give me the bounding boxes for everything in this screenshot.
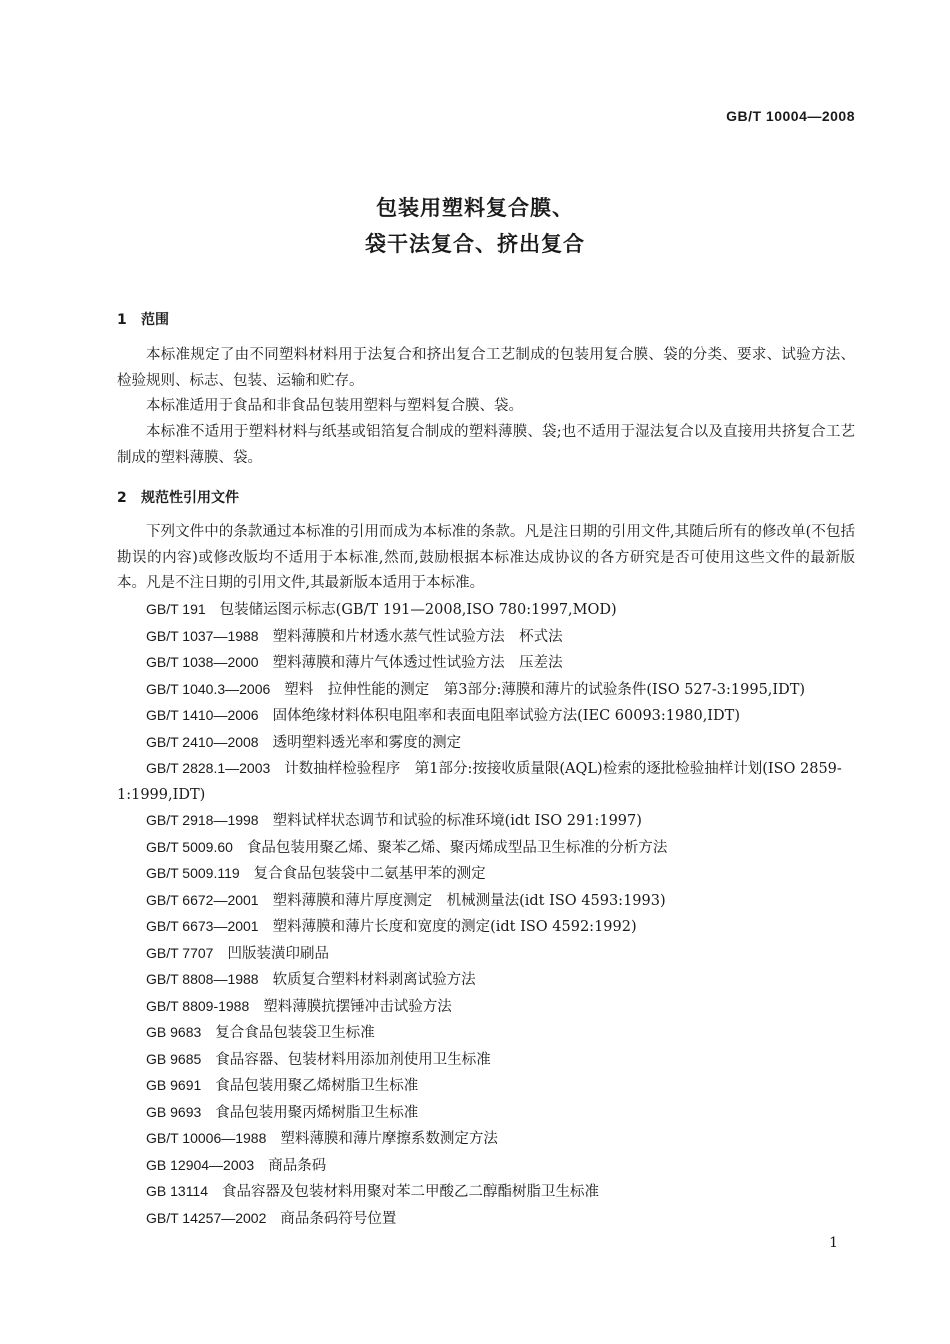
reference-item [117,808,855,835]
page-number: 1 [829,1235,838,1251]
reference-code: GB/T 10006—1988 [146,1130,267,1146]
document-title [0,190,950,262]
reference-title: 塑料薄膜和薄片长度和宽度的测定(idt ISO 4592:1992) [272,919,637,935]
reference-title: 食品容器、包装材料用添加剂使用卫生标准 [215,1051,491,1068]
reference-item [117,624,855,651]
reference-item [117,941,855,968]
reference-code: GB 9693 [146,1103,202,1120]
reference-code: GB/T 8808—1988 [146,971,259,987]
reference-item [117,888,855,915]
reference-title: 商品条码符号位置 [280,1210,397,1227]
reference-title: 塑料薄膜和片材透水蒸气性试验方法 杯式法 [272,628,563,645]
reference-title: 塑料试样状态调节和试验的标准环境(idt ISO 291:1997) [272,813,642,829]
title-line-2: 袋干法复合、挤出复合 [365,232,585,256]
reference-title: 食品包装用聚丙烯树脂卫生标准 [215,1104,419,1121]
reference-code: GB 9683 [146,1024,202,1040]
section-1-paragraph-2: 本标准适用于食品和非食品包装用塑料与塑料复合膜、袋。 [146,398,523,414]
reference-list [117,597,855,1232]
section-1-number: 1 [117,312,127,328]
section-1-heading [117,309,169,329]
reference-item [117,677,855,704]
section-1-paragraph-1: 本标准规定了由不同塑料材料用于法复合和挤出复合工艺制成的包装用复合膜、袋的分类、要求、试验方法、检验规则、标志、包装、运输和贮存。 [117,347,855,389]
reference-code: GB 12904—2003 [146,1156,255,1173]
reference-item [117,756,855,808]
section-2-heading [117,487,239,507]
reference-code: GB 13114 [146,1183,209,1199]
reference-item [117,597,855,624]
reference-code: GB 9691 [146,1077,202,1093]
reference-title: 计数抽样检验程序 第1部分:按接收质量限(AQL)检索的逐批检验抽样计划(ISO 2859-1:1999,IDT) [117,761,842,803]
reference-item [117,835,855,862]
reference-title: 食品包装用聚乙烯、聚苯乙烯、聚丙烯成型品卫生标准的分析方法 [246,839,668,856]
reference-code: GB/T 6673—2001 [146,918,259,934]
reference-title: 塑料 拉伸性能的测定 第3部分:薄膜和薄片的试验条件(ISO 527-3:1995,IDT) [284,681,806,698]
reference-title: 塑料薄膜和薄片厚度测定 机械测量法(idt ISO 4593:1993) [272,892,666,909]
reference-item [117,1100,855,1127]
reference-code: GB/T 191 [146,601,206,617]
reference-item [117,1153,855,1180]
reference-title: 食品包装用聚乙烯树脂卫生标准 [215,1078,419,1094]
reference-code: GB/T 1037—1988 [146,627,259,644]
reference-item [117,1073,855,1100]
reference-item [117,967,855,994]
reference-code: GB/T 5009.119 [146,865,240,881]
section-1-title: 范围 [141,312,169,328]
reference-title: 食品容器及包装材料用聚对苯二甲酸乙二醇酯树脂卫生标准 [222,1184,600,1200]
reference-code: GB/T 5009.60 [146,838,233,855]
reference-code: GB/T 1410—2006 [146,707,259,723]
reference-title: 塑料薄膜和薄片摩擦系数测定方法 [280,1131,498,1147]
reference-title: 软质复合塑料材料剥离试验方法 [272,972,476,988]
reference-title: 凹版装潢印刷品 [227,945,329,962]
reference-code: GB/T 6672—2001 [146,891,259,908]
reference-title: 复合食品包装袋中二氨基甲苯的测定 [253,866,486,882]
reference-item [117,1047,855,1074]
reference-code: GB/T 2828.1—2003 [146,760,271,776]
reference-title: 商品条码 [268,1157,327,1174]
reference-title: 固体绝缘材料体积电阻率和表面电阻率试验方法(IEC 60093:1980,IDT) [272,708,740,724]
title-line-1: 包装用塑料复合膜、 [376,196,574,220]
reference-code: GB/T 2410—2008 [146,733,259,750]
reference-item [117,1206,855,1233]
reference-item [117,1126,855,1153]
section-1-paragraph-3: 本标准不适用于塑料材料与纸基或铝箔复合制成的塑料薄膜、袋;也不适用于湿法复合以及直接用共挤复合工艺制成的塑料薄膜、袋。 [117,424,855,466]
reference-item [117,861,855,888]
section-2-number: 2 [117,490,127,506]
standard-code: GB/T 10004—2008 [726,108,855,124]
reference-code: GB/T 1040.3—2006 [146,680,271,697]
reference-code: GB/T 1038—2000 [146,654,259,670]
reference-code: GB/T 8809-1988 [146,997,250,1014]
reference-code: GB/T 2918—1998 [146,812,259,828]
reference-code: GB/T 7707 [146,944,214,961]
section-2-title: 规范性引用文件 [141,490,239,506]
reference-code: GB 9685 [146,1050,202,1067]
reference-item [117,1020,855,1047]
reference-item [117,994,855,1021]
reference-item [117,914,855,941]
reference-item [117,703,855,730]
reference-title: 塑料薄膜和薄片气体透过性试验方法 压差法 [272,655,563,671]
section-2-intro: 下列文件中的条款通过本标准的引用而成为本标准的条款。凡是注日期的引用文件,其随后所有的修改单(不包括勘误的内容)或修改版均不适用于本标准,然而,鼓励根据本标准达成协议的各方研究是否可使用这些文件的最新版本。凡是不注日期的引用文件,其最新版本适用于本标准。 [117,524,855,591]
reference-item [117,650,855,677]
reference-title: 透明塑料透光率和雾度的测定 [272,734,462,751]
reference-item [117,730,855,757]
reference-code: GB/T 14257—2002 [146,1209,267,1226]
reference-title: 复合食品包装袋卫生标准 [215,1025,375,1041]
reference-item [117,1179,855,1206]
reference-title: 包装储运图示标志(GB/T 191—2008,ISO 780:1997,MOD) [219,602,617,618]
reference-title: 塑料薄膜抗摆锤冲击试验方法 [263,998,452,1015]
